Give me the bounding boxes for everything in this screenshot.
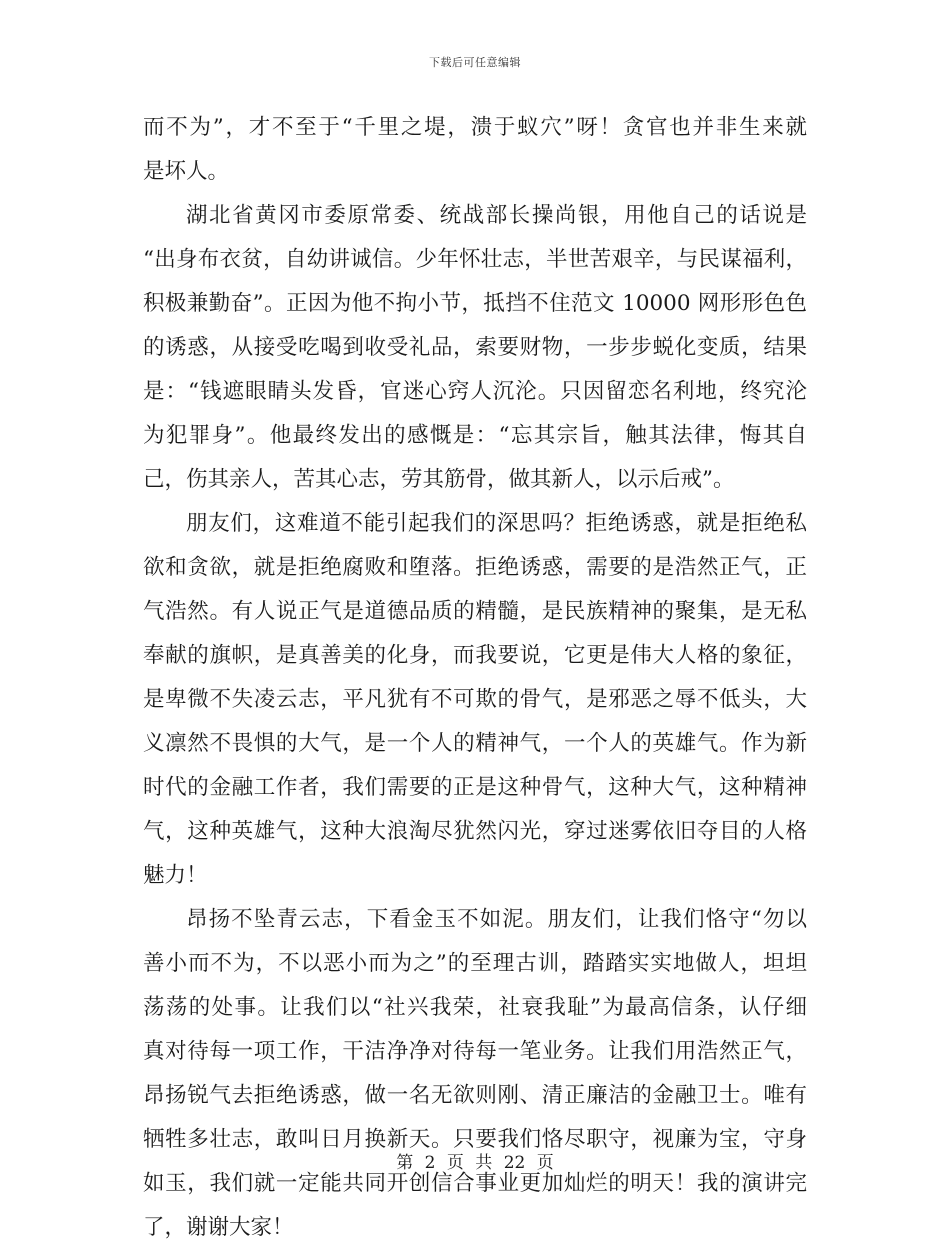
text-line: “出身布衣贫，自幼讲诚信。少年怀壮志，半世苦艰辛，与民谋福利，	[143, 247, 807, 272]
text-line: 是卑微不失凌云志，平凡犹有不可欺的骨气，是邪恶之辱不低头，大	[143, 687, 807, 712]
paragraph-4	[143, 898, 807, 1250]
paragraph-2	[143, 194, 807, 502]
text-line: 奉献的旗帜，是真善美的化身，而我要说，它更是伟大人格的象征，	[143, 643, 807, 668]
text-line: 是坏人。	[143, 159, 230, 184]
text-line: 气，这种英雄气，这种大浪淘尽犹然闪光，穿过迷雾依旧夺目的人格	[143, 819, 807, 844]
document-body	[143, 106, 807, 1250]
text-line: 而不为”，才不至于“千里之堤，溃于蚁穴”呀！贪官也并非生来就	[143, 115, 807, 140]
text-line: 积极兼勤奋”。正因为他不拘小节，抵挡不住范文 10000 网形形色色	[143, 291, 807, 316]
paragraph-3	[143, 502, 807, 898]
text-line: 的诱惑，从接受吃喝到收受礼品，索要财物，一步步蜕化变质，结果	[143, 335, 807, 360]
text-line: 是：“钱遮眼睛头发昏，官迷心窍人沉沦。只因留恋名利地，终究沦	[143, 379, 807, 404]
text-line: 欲和贪欲，就是拒绝腐败和堕落。拒绝诱惑，需要的是浩然正气，正	[143, 555, 807, 580]
text-line: 真对待每一项工作，干洁净净对待每一笔业务。让我们用浩然正气，	[143, 1039, 807, 1064]
text-line: 荡荡的处事。让我们以“社兴我荣，社衰我耻”为最高信条，认仔细	[143, 995, 807, 1020]
text-line: 如玉，我们就一定能共同开创信合事业更加灿烂的明天！我的演讲完	[143, 1171, 807, 1196]
text-line: 己，伤其亲人，苦其心志，劳其筋骨，做其新人，以示后戒”。	[143, 467, 735, 492]
text-line: 时代的金融工作者，我们需要的正是这种骨气，这种大气，这种精神	[143, 775, 807, 800]
text-line: 湖北省黄冈市委原常委、统战部长操尚银，用他自己的话说是	[186, 203, 807, 228]
page-number: 第 2 页 共 22 页	[396, 1153, 554, 1173]
text-line: 善小而不为，不以恶小而为之”的至理古训，踏踏实实地做人，坦坦	[143, 951, 807, 976]
text-line: 魅力！	[143, 863, 208, 888]
text-line: 为犯罪身”。他最终发出的感慨是：“忘其宗旨，触其法律，悔其自	[143, 423, 807, 448]
text-line: 了，谢谢大家！	[143, 1215, 294, 1240]
text-line: 昂扬不坠青云志，下看金玉不如泥。朋友们，让我们恪守“勿以	[186, 907, 807, 932]
page-header: 下载后可任意编辑	[429, 56, 521, 69]
text-line: 义凛然不畏惧的大气，是一个人的精神气，一个人的英雄气。作为新	[143, 731, 807, 756]
text-line: 气浩然。有人说正气是道德品质的精髓，是民族精神的聚集，是无私	[143, 599, 807, 624]
text-line: 牺牲多壮志，敢叫日月换新天。只要我们恪尽职守，视廉为宝，守身	[143, 1127, 807, 1152]
paragraph-1	[143, 106, 807, 194]
text-line: 朋友们，这难道不能引起我们的深思吗？拒绝诱惑，就是拒绝私	[186, 511, 807, 536]
text-line: 昂扬锐气去拒绝诱惑，做一名无欲则刚、清正廉洁的金融卫士。唯有	[143, 1083, 807, 1108]
